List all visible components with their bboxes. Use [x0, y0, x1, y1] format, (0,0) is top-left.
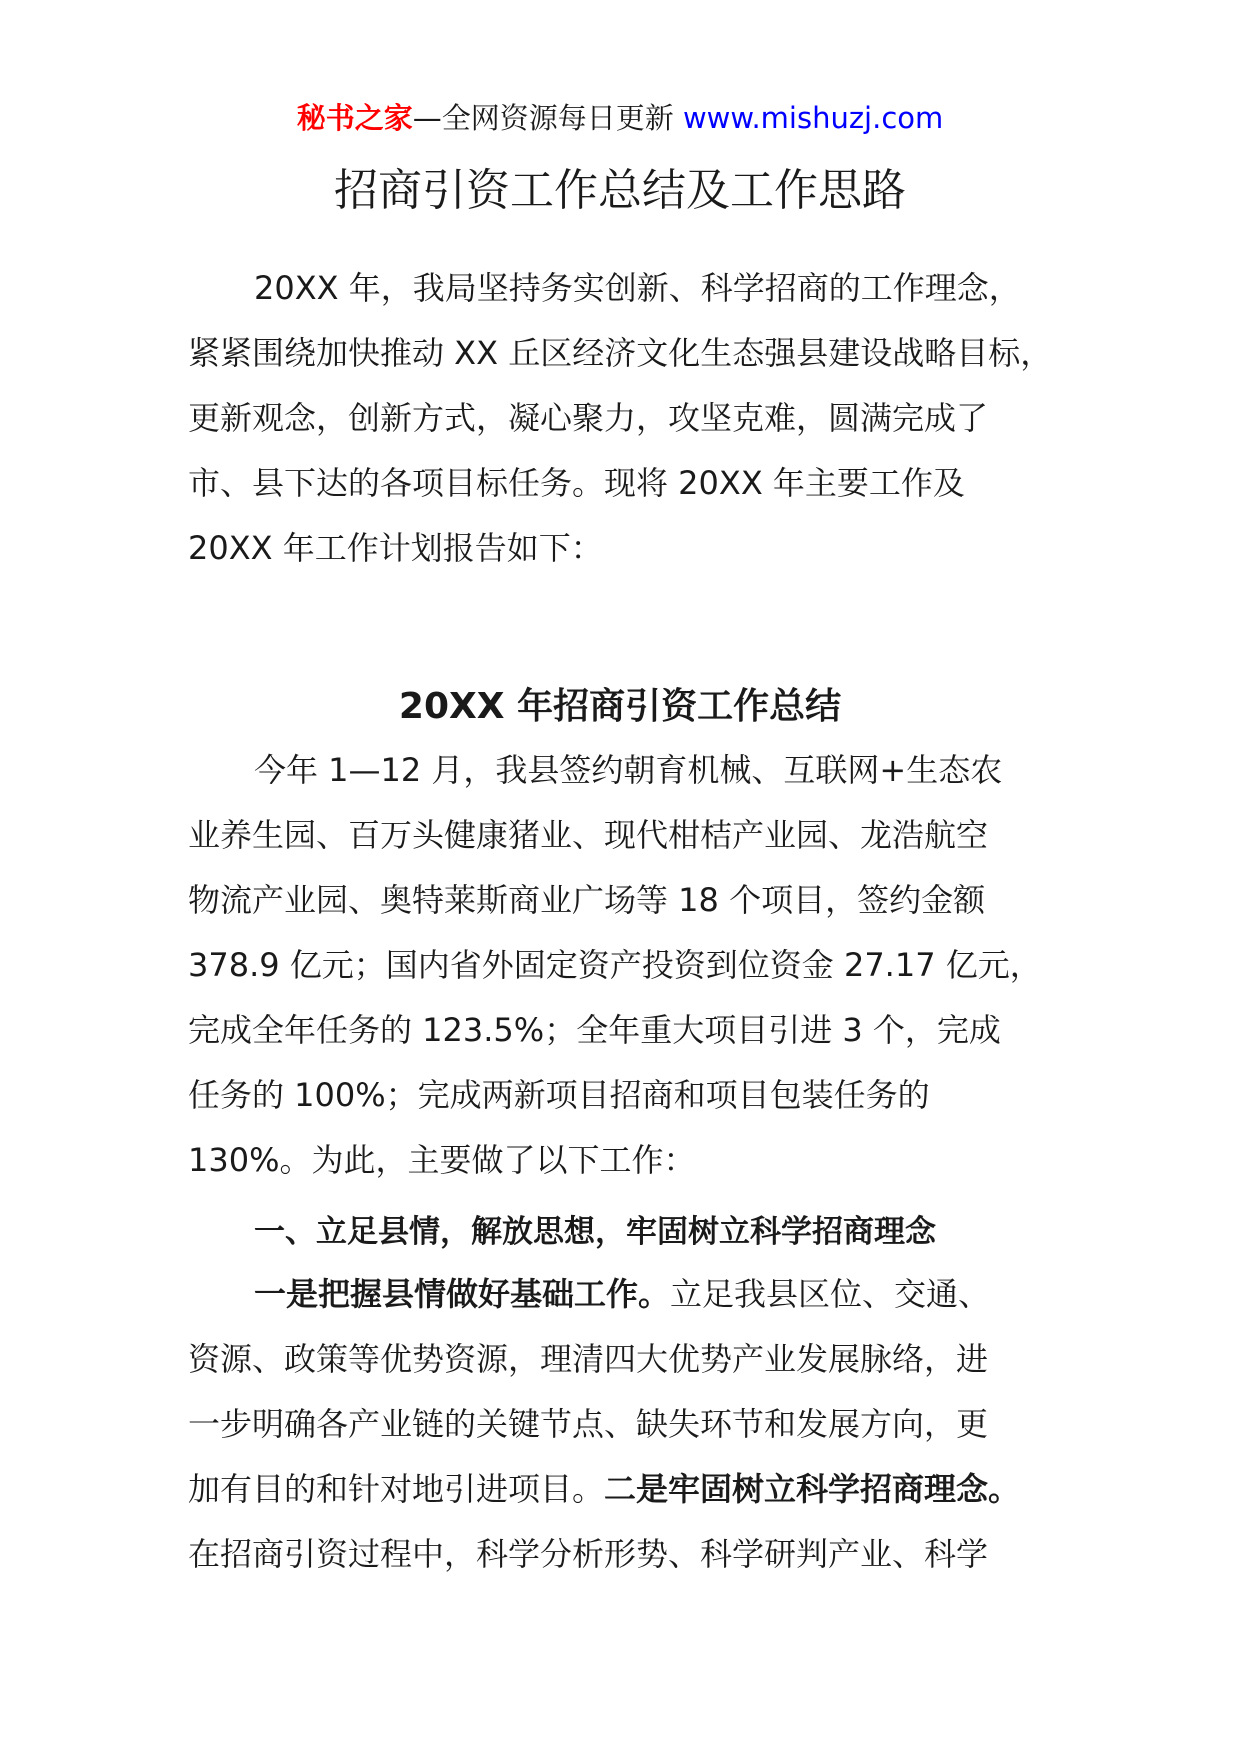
intro-line: 市、县下达的各项目标任务。现将 20XX 年主要工作及 — [188, 464, 965, 502]
intro-paragraph — [188, 256, 1088, 581]
body-line — [188, 1262, 1088, 1327]
summary-line: 任务的 100%；完成两新项目招商和项目包装任务的 — [188, 1076, 930, 1114]
subsection-heading: 一、立足县情，解放思想，牢固树立科学招商理念 — [254, 1214, 936, 1250]
summary-paragraph — [188, 738, 1088, 1193]
section-title: 20XX 年招商引资工作总结 — [398, 686, 842, 727]
summary-line: 378.9 亿元；国内省外固定资产投资到位资金 27.17 亿元， — [188, 946, 1042, 984]
point-one-end: 加有目的和针对地引进项目。 — [188, 1470, 605, 1508]
body-line: 资源、政策等优势资源，理清四大优势产业发展脉络，进 — [188, 1340, 989, 1378]
site-name: 秘书之家 — [296, 101, 413, 135]
point-two-lead: 二是牢固树立科学招商理念。 — [604, 1470, 1021, 1508]
document-title: 招商引资工作总结及工作思路 — [334, 165, 906, 216]
summary-line: 完成全年任务的 123.5%；全年重大项目引进 3 个，完成 — [188, 1011, 1001, 1049]
body-line: 一步明确各产业链的关键节点、缺失环节和发展方向，更 — [188, 1405, 989, 1443]
summary-line: 业养生园、百万头健康猪业、现代柑桔产业园、龙浩航空 — [188, 816, 989, 854]
body-line: 在招商引资过程中，科学分析形势、科学研判产业、科学 — [188, 1535, 989, 1573]
intro-line: 紧紧围绕加快推动 XX 丘区经济文化生态强县建设战略目标， — [188, 334, 1053, 372]
intro-line: 20XX 年工作计划报告如下： — [188, 529, 603, 567]
summary-line: 今年 1—12 月，我县签约朝育机械、互联网+生态农 — [254, 751, 1003, 789]
body-paragraph — [188, 1262, 1088, 1587]
summary-line: 物流产业园、奥特莱斯商业广场等 18 个项目，签约金额 — [188, 881, 986, 919]
banner-tagline: —全网资源每日更新 — [412, 101, 674, 135]
summary-line: 130%。为此，主要做了以下工作： — [188, 1141, 696, 1179]
header-banner — [0, 98, 1240, 138]
point-one-text: 立足我县区位、交通、 — [670, 1275, 991, 1313]
site-url-link[interactable]: www.mishuzj.com — [682, 101, 944, 135]
intro-line: 更新观念，创新方式，凝心聚力，攻坚克难，圆满完成了 — [188, 399, 989, 437]
intro-line: 20XX 年，我局坚持务实创新、科学招商的工作理念， — [254, 269, 1021, 307]
point-one-lead: 一是把握县情做好基础工作。 — [254, 1275, 671, 1313]
body-line — [188, 1457, 1088, 1522]
